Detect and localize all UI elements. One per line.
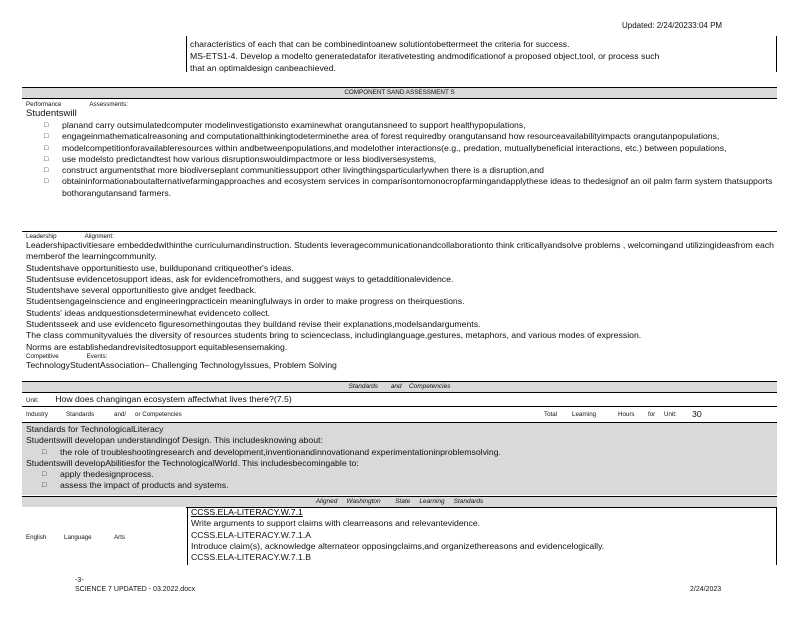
subject-label: Language	[64, 534, 92, 541]
header-word: State	[395, 498, 411, 505]
text-line: that an optimaldesign canbeachieved.	[190, 63, 336, 73]
tech-literacy-section	[22, 423, 777, 495]
header-word: and	[390, 383, 402, 390]
table-border	[776, 507, 777, 565]
abilities-intro: Studentswill developAbilitiesfor the TechnologicalWorld. This includesbecomingable to:	[26, 457, 359, 468]
industry-label: and/	[114, 411, 127, 418]
unit-label: Unit:	[26, 397, 39, 404]
text-line: Studentsengageinscience and engineeringpracticein meaningfulways in order to make progress on theirquestions.	[26, 296, 465, 307]
students-will: Studentswill	[26, 108, 77, 119]
text-line: MS-ETS1-4. Develop a modelto generatedatafor iterativetesting andmodificationof a proposed object,tool, or process such	[190, 51, 660, 61]
bullet-icon: □	[44, 133, 49, 141]
leadership-section	[22, 232, 777, 380]
industry-row	[22, 407, 777, 422]
standard-text: Introduce claim(s), acknowledge alternateor opposingclaims,and organizethereasons and evidencelogically.	[191, 540, 605, 551]
list-item: □ planand carry outsimulatedcomputer modelinvestigationsto examinewhat orangutansneed to support healthypopulations,	[44, 120, 526, 130]
list-item: □ use modelsto predictandtest how various disruptionswouldimpactmore or less biodiversesystems,	[44, 153, 437, 164]
table-border	[776, 36, 777, 72]
footer-filename: SCIENCE 7 UPDATED - 03.2022.docx	[75, 586, 196, 593]
bullet-icon: □	[44, 122, 49, 129]
total-hours: 30	[692, 409, 702, 419]
bullet-icon: □	[44, 167, 49, 175]
text-line: characteristics of each that can be combinedintoanew solutiontobettermeet the criteria for success.	[190, 39, 570, 49]
bullet-icon: □	[42, 471, 47, 479]
total-label: Hours	[618, 411, 635, 418]
page-number: -3-	[75, 577, 84, 584]
header-word: Standards	[348, 383, 379, 390]
text-line: Norms are establishedandrevisitedtosupport equitablesensemaking.	[26, 341, 288, 352]
text-line: Studentsuse evidencetosupport ideas, ask for evidencefromothers, and suggest ways to getadditionalevidence.	[26, 273, 454, 284]
standards-list	[191, 507, 771, 563]
design-list	[22, 447, 777, 458]
events-text: TechnologyStudentAssociation– Challenging TechnologyIssues, Problem Solving	[26, 359, 337, 370]
subject-label: English	[26, 534, 47, 541]
subject-label: Arts	[114, 534, 126, 541]
bullet-icon: □	[44, 178, 49, 186]
tech-title: Standards for TechnologicalLiteracy	[26, 424, 164, 434]
text-line: Studentshave several opportunitiesto give andget feedback.	[26, 285, 257, 296]
text-line: Leadershipactivitiesare embeddedwithinthe curriculumandinstruction. Students leveragecommunicationandcollaborationto think criticallyandsolve problems , welcomingand utilizingideasfrom each memberof the learningcommunity.	[26, 240, 775, 262]
footer-date: 2/24/2023	[690, 586, 722, 593]
header-word: Competencies	[408, 383, 451, 390]
standards-header	[22, 381, 777, 393]
bullet-icon: □	[42, 482, 47, 490]
list-item: □ modelcompetitionforavailableresources within andbetweenpopulations,and modelother interactions(e.g., predation, mutuallybeneficial interactions, etc.) between populations,	[44, 142, 727, 153]
components-header	[22, 87, 777, 99]
table-border	[186, 36, 187, 72]
performance-label: Performance	[26, 101, 62, 108]
header-word: Aligned	[315, 498, 338, 505]
header-word: Standards	[453, 498, 484, 505]
competitive-label: Competitive	[26, 352, 59, 360]
list-item: □ engageinmathematicalreasoning and computationalthinkingtodeterminethe area of forest requiredby orangutansand how resourceavailabilityimpacts orangutanpopulations,	[44, 131, 720, 142]
table-border	[187, 507, 188, 565]
list-item: □ the role of troubleshootingresearch and development,inventionandinnovationand experimentationinproblemsolving.	[42, 446, 501, 457]
unit-text: How does changingan ecosystem affectwhat lives there?(7.5)	[55, 394, 292, 404]
assessment-list	[22, 120, 777, 199]
performance-assessments	[22, 99, 777, 231]
alignment-label: Alignment:	[84, 233, 114, 240]
standard-text: Write arguments to support claims with clearreasons and relevantevidence.	[191, 518, 481, 529]
leadership-label: Leadership	[26, 233, 57, 240]
text-line: The class communityvalues the diversity of resources students bring to scienceclass, includinglanguage,gestures, metaphors, and various modes of expression.	[26, 330, 642, 341]
total-label: for	[648, 411, 656, 418]
standards-continuation	[190, 38, 770, 74]
total-label: Learning	[572, 411, 597, 418]
list-item: □ apply thedesignprocess.	[42, 469, 154, 480]
list-item: □ obtaininformationaboutalternativefarmingapproaches and ecosystem services in comparisontomonocropfarmingandapplythese ideas to thedesignof an oil palm farm system thatsupports bothorangutansand farmers.	[44, 176, 773, 198]
industry-label: or Competencies	[135, 411, 182, 418]
text-line: Studentshave opportunitiesto use, builduponand critiqueother's ideas.	[26, 262, 294, 273]
header-word: Learning	[419, 498, 445, 505]
subject-cell	[22, 507, 186, 565]
assessments-label: Assessments:	[89, 101, 128, 108]
header-word: Washington	[346, 498, 381, 505]
abilities-list	[22, 469, 777, 492]
section-title: COMPONENT SAND ASSESSMENT S	[344, 89, 455, 96]
design-intro: Studentswill developan understandingof Design. This includesknowing about:	[26, 435, 323, 446]
text-line: Students' ideas andquestionsdeterminewhat evidenceto collect.	[26, 307, 271, 318]
text-line: Studentsseek and use evidenceto figuresomethingoutas they buildand revise their explanations,modelsandarguments.	[26, 319, 481, 330]
updated-timestamp: Updated: 2/24/20233:04 PM	[622, 21, 723, 30]
total-label: Total	[544, 411, 558, 418]
bullet-icon: □	[42, 448, 47, 456]
standard-code: CCSS.ELA-LITERACY.W.7.1.B	[191, 552, 312, 563]
list-item: □ assess the impact of products and systems.	[42, 480, 229, 491]
standard-code: CCSS.ELA-LITERACY.W.7.1.A	[191, 529, 312, 540]
bullet-icon: □	[44, 155, 49, 163]
events-label: Events:	[86, 352, 108, 360]
industry-label: Industry	[26, 411, 49, 418]
leadership-lines	[22, 240, 777, 353]
unit-row	[22, 393, 777, 406]
standard-code-link[interactable]: CCSS.ELA-LITERACY.W.7.1	[191, 507, 303, 517]
list-item: □ construct argumentsthat more biodiverseplant communitiessupport other livingthingsparticularlywhen there is a disruption,and	[44, 165, 544, 176]
bullet-icon: □	[44, 144, 49, 152]
industry-label: Standards	[66, 411, 95, 418]
total-label: Unit:	[664, 411, 677, 418]
